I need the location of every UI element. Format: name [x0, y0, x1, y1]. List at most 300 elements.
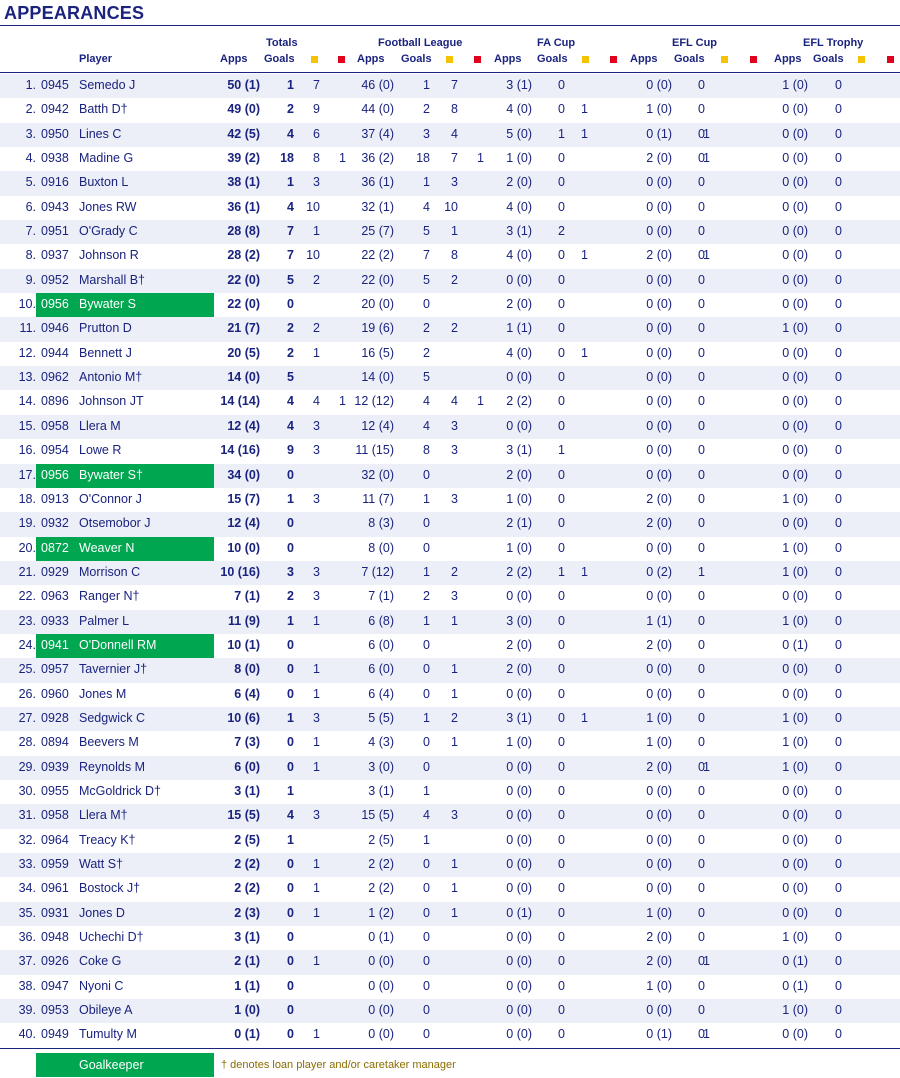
- trophy-apps: 0 (0): [782, 808, 808, 823]
- trophy-goals: 0: [835, 881, 842, 896]
- totals-goals: 1: [287, 613, 294, 628]
- facup-apps: 4 (0): [506, 248, 532, 263]
- row-number: 27.: [18, 710, 36, 725]
- eflcup-goals: 0: [698, 1027, 705, 1042]
- player-code: 0951: [41, 224, 69, 239]
- table-row: [0, 950, 900, 974]
- league-apps: 8 (0): [368, 540, 394, 555]
- row-number: 32.: [18, 832, 36, 847]
- table-row: [0, 610, 900, 634]
- eflcup-apps: 0 (0): [646, 662, 672, 677]
- header-divider: [0, 72, 900, 73]
- totals-goals: 1: [287, 783, 294, 798]
- totals-apps: 3 (1): [234, 783, 260, 798]
- player-code: 0954: [41, 443, 69, 458]
- trophy-apps: 1 (0): [782, 564, 808, 579]
- totals-yellow: 2: [313, 321, 320, 336]
- trophy-goals: 0: [835, 662, 842, 677]
- eflcup-goals: 0: [698, 1003, 705, 1018]
- league-goals: 0: [423, 686, 430, 701]
- trophy-apps: 1 (0): [782, 613, 808, 628]
- totals-apps: 15 (7): [227, 491, 260, 506]
- eflcup-apps: 1 (0): [646, 978, 672, 993]
- player-name: Reynolds M: [79, 759, 145, 774]
- row-number: 23.: [18, 613, 36, 628]
- trophy-goals: 0: [835, 224, 842, 239]
- eflcup-yellow: 1: [703, 248, 710, 263]
- totals-goals: 0: [287, 686, 294, 701]
- table-row: [0, 415, 900, 439]
- league-yellow: 3: [451, 491, 458, 506]
- league-yellow: 2: [451, 710, 458, 725]
- league-apps: 0 (0): [368, 978, 394, 993]
- row-number: 31.: [18, 808, 36, 823]
- player-code: 0958: [41, 808, 69, 823]
- league-goals: 1: [423, 491, 430, 506]
- player-name: O'Grady C: [79, 224, 138, 239]
- facup-goals: 0: [558, 370, 565, 385]
- facup-apps: 0 (0): [506, 1003, 532, 1018]
- eflcup-apps: 0 (2): [646, 564, 672, 579]
- league-apps: 7 (12): [361, 564, 394, 579]
- table-row: [0, 999, 900, 1023]
- player-name: Watt S†: [79, 857, 123, 871]
- facup-apps: 2 (0): [506, 662, 532, 677]
- facup-goals: 0: [558, 662, 565, 677]
- player-name: Treacy K†: [79, 832, 136, 847]
- eflcup-apps: 0 (0): [646, 418, 672, 433]
- facup-apps: 3 (1): [506, 443, 532, 458]
- player-name: Johnson JT: [79, 394, 144, 409]
- player-code: 0894: [41, 735, 69, 750]
- yellow-card-icon: [858, 56, 865, 63]
- totals-yellow: 3: [313, 175, 320, 190]
- league-apps: 16 (5): [361, 345, 394, 360]
- totals-goals: 5: [287, 370, 294, 385]
- row-number: 28.: [18, 735, 36, 750]
- row-number: 33.: [18, 857, 36, 871]
- player-name: Antonio M†: [79, 370, 143, 385]
- row-number: 9.: [25, 272, 36, 287]
- totals-yellow: 7: [313, 78, 320, 92]
- row-number: 17.: [18, 467, 36, 482]
- totals-apps: 38 (1): [227, 175, 260, 190]
- facup-apps: 2 (0): [506, 297, 532, 312]
- table-row: [0, 464, 900, 488]
- player-code: 0933: [41, 613, 69, 628]
- trophy-goals: 0: [835, 589, 842, 604]
- facup-apps: 0 (0): [506, 808, 532, 823]
- facup-apps: 1 (0): [506, 735, 532, 750]
- totals-yellow: 3: [313, 443, 320, 458]
- league-apps: 14 (0): [361, 370, 394, 385]
- player-code: 0929: [41, 564, 69, 579]
- totals-yellow: 4: [313, 394, 320, 409]
- league-goals: 0: [423, 297, 430, 312]
- table-row: [0, 488, 900, 512]
- league-apps: 25 (7): [361, 224, 394, 239]
- league-goals: 0: [423, 978, 430, 993]
- totals-yellow: 1: [313, 881, 320, 896]
- eflcup-apps: 0 (0): [646, 783, 672, 798]
- table-row: [0, 585, 900, 609]
- league-goals: 0: [423, 1003, 430, 1018]
- player-name: Madine G: [79, 151, 134, 166]
- footer-divider: [0, 1048, 900, 1049]
- totals-yellow: 1: [313, 735, 320, 750]
- league-goals: 0: [423, 467, 430, 482]
- trophy-goals: 0: [835, 491, 842, 506]
- league-yellow: 4: [451, 394, 458, 409]
- trophy-apps: 0 (0): [782, 102, 808, 117]
- yellow-card-icon: [582, 56, 589, 63]
- player-code: 0956: [41, 297, 69, 312]
- row-number: 34.: [18, 881, 36, 896]
- facup-apps: 0 (0): [506, 272, 532, 287]
- totals-apps: 20 (5): [227, 345, 260, 360]
- facup-apps: 5 (0): [506, 126, 532, 141]
- eflcup-yellow: 1: [703, 151, 710, 166]
- player-name: Johnson R: [79, 248, 139, 263]
- eflcup-apps: 0 (0): [646, 808, 672, 823]
- eflcup-apps: 0 (0): [646, 199, 672, 214]
- eflcup-apps: 0 (0): [646, 686, 672, 701]
- trophy-goals: 0: [835, 394, 842, 409]
- player-name: Jones D: [79, 905, 125, 920]
- eflcup-apps: 2 (0): [646, 930, 672, 945]
- trophy-apps: 0 (0): [782, 248, 808, 263]
- yellow-card-icon: [446, 56, 453, 63]
- player-name: Bostock J†: [79, 881, 141, 896]
- league-apps: 5 (5): [368, 710, 394, 725]
- trophy-goals: 0: [835, 857, 842, 871]
- totals-yellow: 3: [313, 564, 320, 579]
- totals-apps: 14 (0): [227, 370, 260, 385]
- facup-goals: 0: [558, 978, 565, 993]
- totals-goals: 0: [287, 735, 294, 750]
- league-goals: 0: [423, 540, 430, 555]
- trophy-apps: 1 (0): [782, 710, 808, 725]
- league-goals: 3: [423, 126, 430, 141]
- trophy-apps: 0 (0): [782, 199, 808, 214]
- header-totals: Totals: [266, 37, 298, 49]
- league-apps: 36 (2): [361, 151, 394, 166]
- player-name: Semedo J: [79, 78, 136, 92]
- trophy-goals: 0: [835, 930, 842, 945]
- header-facup-apps: Apps: [494, 53, 522, 65]
- eflcup-goals: 0: [698, 418, 705, 433]
- totals-apps: 42 (5): [227, 126, 260, 141]
- league-yellow: 1: [451, 905, 458, 920]
- row-number: 14.: [18, 394, 36, 409]
- totals-yellow: 9: [313, 102, 320, 117]
- row-number: 18.: [18, 491, 36, 506]
- trophy-goals: 0: [835, 759, 842, 774]
- facup-goals: 0: [558, 783, 565, 798]
- league-apps: 22 (2): [361, 248, 394, 263]
- league-goals: 5: [423, 224, 430, 239]
- player-code: 0948: [41, 930, 69, 945]
- totals-yellow: 1: [313, 613, 320, 628]
- league-goals: 8: [423, 443, 430, 458]
- trophy-apps: 1 (0): [782, 735, 808, 750]
- league-yellow: 3: [451, 418, 458, 433]
- league-yellow: 8: [451, 102, 458, 117]
- trophy-apps: 1 (0): [782, 1003, 808, 1018]
- eflcup-goals: 0: [698, 321, 705, 336]
- totals-apps: 12 (4): [227, 418, 260, 433]
- eflcup-goals: 0: [698, 126, 705, 141]
- player-code: 0949: [41, 1027, 69, 1042]
- yellow-card-icon: [721, 56, 728, 63]
- eflcup-apps: 2 (0): [646, 637, 672, 652]
- league-goals: 2: [423, 321, 430, 336]
- eflcup-apps: 1 (0): [646, 735, 672, 750]
- facup-apps: 3 (1): [506, 224, 532, 239]
- totals-apps: 8 (0): [234, 662, 260, 677]
- eflcup-apps: 0 (0): [646, 297, 672, 312]
- totals-goals: 2: [287, 102, 294, 117]
- trophy-goals: 0: [835, 126, 842, 141]
- league-apps: 2 (5): [368, 832, 394, 847]
- league-goals: 2: [423, 345, 430, 360]
- eflcup-apps: 0 (0): [646, 1003, 672, 1018]
- trophy-goals: 0: [835, 516, 842, 531]
- trophy-apps: 1 (0): [782, 78, 808, 92]
- player-code: 0939: [41, 759, 69, 774]
- player-name: Marshall B†: [79, 272, 145, 287]
- facup-goals: 0: [558, 857, 565, 871]
- facup-goals: 0: [558, 78, 565, 92]
- eflcup-apps: 0 (0): [646, 832, 672, 847]
- totals-apps: 50 (1): [227, 78, 260, 92]
- league-apps: 8 (3): [368, 516, 394, 531]
- trophy-goals: 0: [835, 272, 842, 287]
- eflcup-goals: 0: [698, 637, 705, 652]
- trophy-goals: 0: [835, 905, 842, 920]
- facup-apps: 1 (0): [506, 151, 532, 166]
- row-number: 37.: [18, 954, 36, 969]
- facup-goals: 2: [558, 224, 565, 239]
- facup-goals: 0: [558, 735, 565, 750]
- facup-goals: 0: [558, 516, 565, 531]
- facup-goals: 0: [558, 589, 565, 604]
- appearances-table: [0, 74, 900, 1048]
- totals-goals: 2: [287, 345, 294, 360]
- eflcup-goals: 0: [698, 832, 705, 847]
- league-yellow: 1: [451, 686, 458, 701]
- totals-goals: 9: [287, 443, 294, 458]
- league-apps: 46 (0): [361, 78, 394, 92]
- facup-goals: 0: [558, 418, 565, 433]
- table-row: [0, 390, 900, 414]
- facup-apps: 1 (0): [506, 491, 532, 506]
- facup-goals: 0: [558, 954, 565, 969]
- goalkeeper-legend: [36, 1053, 214, 1077]
- totals-apps: 1 (0): [234, 1003, 260, 1018]
- eflcup-apps: 0 (0): [646, 224, 672, 239]
- totals-apps: 28 (2): [227, 248, 260, 263]
- row-number: 20.: [18, 540, 36, 555]
- header-trophy-apps: Apps: [774, 53, 802, 65]
- totals-goals: 4: [287, 126, 294, 141]
- row-number: 5.: [25, 175, 36, 190]
- league-apps: 22 (0): [361, 272, 394, 287]
- league-goals: 0: [423, 954, 430, 969]
- league-yellow: 4: [451, 126, 458, 141]
- eflcup-goals: 0: [698, 808, 705, 823]
- totals-apps: 14 (14): [220, 394, 260, 409]
- eflcup-goals: 0: [698, 297, 705, 312]
- eflcup-apps: 0 (0): [646, 467, 672, 482]
- trophy-apps: 0 (0): [782, 686, 808, 701]
- totals-yellow: 2: [313, 272, 320, 287]
- eflcup-goals: 0: [698, 954, 705, 969]
- facup-goals: 0: [558, 321, 565, 336]
- trophy-goals: 0: [835, 710, 842, 725]
- league-apps: 32 (0): [361, 467, 394, 482]
- league-goals: 0: [423, 637, 430, 652]
- player-name: Jones M: [79, 686, 127, 701]
- trophy-apps: 0 (0): [782, 224, 808, 239]
- trophy-apps: 1 (0): [782, 930, 808, 945]
- facup-goals: 0: [558, 686, 565, 701]
- player-code: 0958: [41, 418, 69, 433]
- table-row: [0, 269, 900, 293]
- trophy-apps: 0 (1): [782, 954, 808, 969]
- totals-goals: 1: [287, 832, 294, 847]
- league-yellow: 7: [451, 78, 458, 92]
- player-name: Morrison C: [79, 564, 141, 579]
- league-apps: 12 (12): [354, 394, 394, 409]
- player-code: 0944: [41, 345, 69, 360]
- facup-apps: 3 (1): [506, 78, 532, 92]
- facup-apps: 4 (0): [506, 199, 532, 214]
- league-goals: 4: [423, 808, 430, 823]
- trophy-apps: 0 (0): [782, 151, 808, 166]
- totals-apps: 14 (16): [220, 443, 260, 458]
- player-code: 0913: [41, 491, 69, 506]
- eflcup-goals: 0: [698, 978, 705, 993]
- totals-yellow: 1: [313, 662, 320, 677]
- league-goals: 1: [423, 613, 430, 628]
- row-number: 35.: [18, 905, 36, 920]
- league-red: 1: [477, 394, 484, 409]
- row-number: 36.: [18, 930, 36, 945]
- totals-goals: 0: [287, 857, 294, 871]
- eflcup-apps: 1 (0): [646, 710, 672, 725]
- totals-apps: 2 (2): [234, 881, 260, 896]
- totals-apps: 10 (6): [227, 710, 260, 725]
- row-number: 25.: [18, 662, 36, 677]
- player-code: 0931: [41, 905, 69, 920]
- league-yellow: 3: [451, 808, 458, 823]
- header-eflcup-apps: Apps: [630, 53, 658, 65]
- facup-goals: 0: [558, 905, 565, 920]
- facup-apps: 2 (0): [506, 637, 532, 652]
- league-red: 1: [477, 151, 484, 166]
- player-name: Llera M†: [79, 808, 128, 823]
- facup-goals: 1: [558, 443, 565, 458]
- facup-apps: 0 (0): [506, 954, 532, 969]
- eflcup-apps: 0 (0): [646, 370, 672, 385]
- totals-apps: 10 (16): [220, 564, 260, 579]
- table-row: [0, 804, 900, 828]
- league-goals: 0: [423, 735, 430, 750]
- trophy-goals: 0: [835, 370, 842, 385]
- facup-goals: 0: [558, 613, 565, 628]
- league-goals: 0: [423, 857, 430, 871]
- totals-yellow: 6: [313, 126, 320, 141]
- eflcup-apps: 0 (0): [646, 540, 672, 555]
- league-yellow: 3: [451, 175, 458, 190]
- eflcup-goals: 0: [698, 516, 705, 531]
- loan-note: † denotes loan player and/or caretaker manager: [221, 1059, 456, 1071]
- trophy-apps: 0 (0): [782, 1027, 808, 1042]
- league-goals: 5: [423, 272, 430, 287]
- facup-goals: 1: [558, 564, 565, 579]
- league-apps: 20 (0): [361, 297, 394, 312]
- totals-goals: 0: [287, 467, 294, 482]
- facup-goals: 0: [558, 467, 565, 482]
- totals-apps: 6 (0): [234, 759, 260, 774]
- facup-apps: 0 (1): [506, 905, 532, 920]
- league-goals: 0: [423, 881, 430, 896]
- totals-goals: 1: [287, 175, 294, 190]
- facup-apps: 0 (0): [506, 686, 532, 701]
- trophy-apps: 1 (0): [782, 759, 808, 774]
- eflcup-goals: 0: [698, 686, 705, 701]
- totals-goals: 5: [287, 272, 294, 287]
- totals-goals: 0: [287, 297, 294, 312]
- player-code: 0957: [41, 662, 69, 677]
- player-name: Ranger N†: [79, 589, 140, 604]
- league-apps: 0 (0): [368, 954, 394, 969]
- eflcup-goals: 0: [698, 759, 705, 774]
- league-yellow: 7: [451, 151, 458, 166]
- trophy-goals: 0: [835, 1027, 842, 1042]
- table-row: [0, 537, 900, 561]
- eflcup-goals: 0: [698, 443, 705, 458]
- facup-apps: 0 (0): [506, 783, 532, 798]
- league-goals: 4: [423, 199, 430, 214]
- totals-goals: 3: [287, 564, 294, 579]
- player-name: Sedgwick C: [79, 710, 145, 725]
- player-name: Prutton D: [79, 321, 132, 336]
- league-goals: 1: [423, 832, 430, 847]
- eflcup-goals: 0: [698, 151, 705, 166]
- trophy-apps: 0 (0): [782, 272, 808, 287]
- table-row: [0, 829, 900, 853]
- player-name: Batth D†: [79, 102, 128, 117]
- trophy-apps: 0 (0): [782, 175, 808, 190]
- facup-apps: 4 (0): [506, 102, 532, 117]
- trophy-goals: 0: [835, 345, 842, 360]
- player-code: 0952: [41, 272, 69, 287]
- facup-apps: 0 (0): [506, 589, 532, 604]
- league-goals: 5: [423, 370, 430, 385]
- page-title: APPEARANCES: [4, 3, 145, 23]
- trophy-apps: 0 (0): [782, 126, 808, 141]
- eflcup-goals: 0: [698, 857, 705, 871]
- trophy-apps: 0 (0): [782, 589, 808, 604]
- eflcup-goals: 0: [698, 905, 705, 920]
- trophy-goals: 0: [835, 443, 842, 458]
- eflcup-goals: 0: [698, 224, 705, 239]
- player-name: Tavernier J†: [79, 662, 148, 677]
- league-yellow: 3: [451, 589, 458, 604]
- totals-goals: 4: [287, 394, 294, 409]
